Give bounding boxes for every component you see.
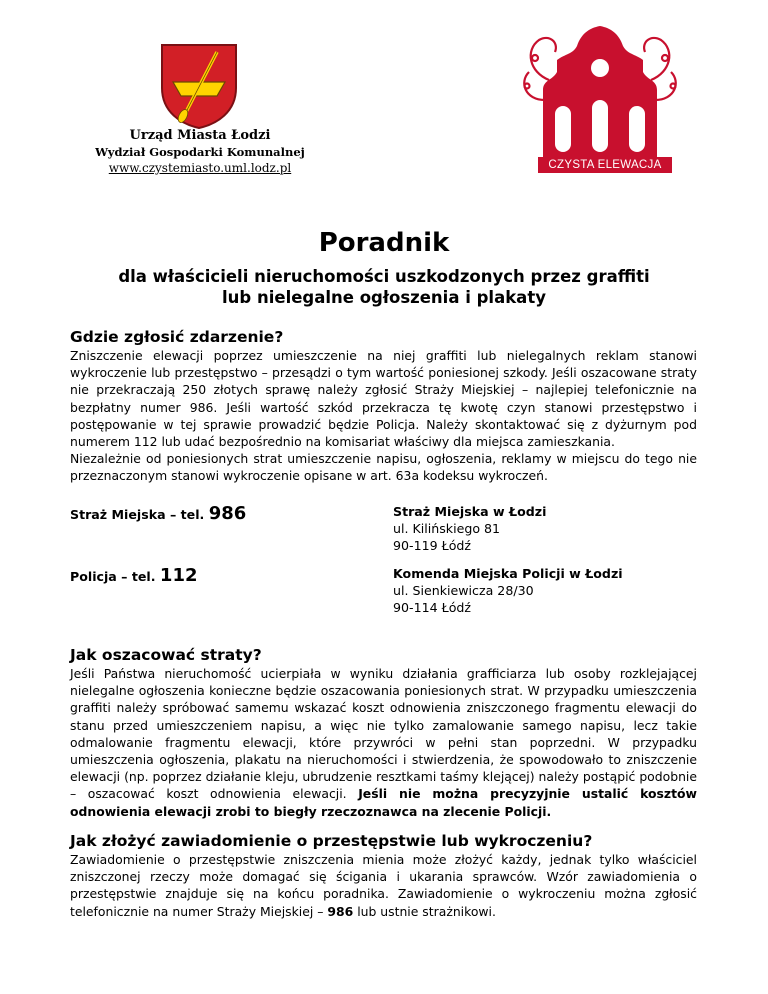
paragraph: Zniszczenie elewacji poprzez umieszczenie na niej graffiti lub nielegalnych reklam stanowi wykroczenie lub przestępstwo – przesądzi o tym wartość poniesionej szkody. Jeśli oszacowane straty nie przekraczają 250 złotych sprawę należy zgłosić Straży Miejskiej – najlepiej telefonicznie na bezpłatny numer 986. Jeśli wartość szkód przekracza tę kwotę czyn stanowi przestępstwo i postępowanie w tej sprawie prowadzić będzie Policja. Należy skontaktować się z dyżurnym pod numerem 112 lub udać bezpośrednio na komisariat właściwy dla miejsca zamieszkania. bbox=[70, 348, 697, 450]
paragraph: Niezależnie od poniesionych strat umieszczenie napisu, ogłoszenia, reklamy w miejscu do tego nie przeznaczonym stanowi wykroczenie opisane w art. 63a kodeksu wykroczeń. bbox=[70, 451, 697, 484]
subtitle-line-1: dla właścicieli nieruchomości uszkodzonych przez graffiti bbox=[118, 267, 650, 286]
office-department: Wydział Gospodarki Komunalnej bbox=[95, 145, 305, 159]
subtitle-line-2: lub nielegalne ogłoszenia i plakaty bbox=[222, 288, 546, 307]
paragraph-text: Zawiadomienie o przestępstwie zniszczenia mienia może złożyć każdy, jednak tylko właściciel zniszczonej rzeczy może domagać się ścigania i ukarania sprawców. Wzór zawiadomienia o przestępstwie znajduje się na końcu poradnika. Zawiadomienie o wykroczeniu można zgłosić telefonicznie na numer Straży Miejskiej – bbox=[70, 852, 697, 919]
contact-city-guard-phone bbox=[70, 503, 246, 524]
contact-street: ul. Kilińskiego 81 bbox=[393, 521, 501, 536]
contact-street: ul. Sienkiewicza 28/30 bbox=[393, 583, 534, 598]
contact-police-phone bbox=[70, 565, 198, 586]
paragraph bbox=[70, 665, 697, 820]
phone-number: 986 bbox=[327, 903, 354, 919]
section-heading-estimate: Jak oszacować straty? bbox=[70, 646, 262, 664]
contact-name: Komenda Miejska Policji w Łodzi bbox=[393, 566, 623, 581]
paragraph-text: lub ustnie strażnikowi. bbox=[353, 903, 496, 919]
section-notification-text bbox=[70, 851, 697, 920]
phone-number: 986 bbox=[208, 503, 247, 524]
office-url-link[interactable]: www.czystemiasto.uml.lodz.pl bbox=[108, 161, 292, 175]
office-name: Urząd Miasta Łodzi bbox=[129, 128, 271, 143]
paragraph-bold-text: Jeśli nie można precyzyjnie ustalić kosztów odnowienia elewacji zrobi to biegły rzeczoznawca na zlecenie Policji. bbox=[70, 786, 698, 819]
paragraph bbox=[70, 851, 697, 920]
page-subtitle bbox=[80, 266, 688, 308]
contact-label: Policja – tel. bbox=[70, 569, 156, 584]
section-heading-report: Gdzie zgłosić zdarzenie? bbox=[70, 328, 284, 346]
lodz-coat-of-arms-icon bbox=[159, 42, 239, 130]
contact-name: Straż Miejska w Łodzi bbox=[393, 504, 547, 519]
page-title: Poradnik bbox=[318, 228, 450, 258]
logo-caption: CZYSTA ELEWACJA bbox=[538, 157, 672, 173]
contact-city: 90-114 Łódź bbox=[393, 600, 471, 615]
paragraph-text: Jeśli Państwa nieruchomość ucierpiała w wyniku działania grafficiarza lub osoby rozklejającej nielegalne ogłoszenia konieczne będzie oszacowania poniesionych strat. W przypadku umieszczenia graffiti należy spróbować samemu wskazać koszt odnowienia zniszczonego fragmentu elewacji do stanu przed umieszczeniem napisu, a więc nie tylko zamalowanie samego napisu, lecz takie odmalowanie fragmentu elewacji, które przywróci w pełni stan poprzedni. W przypadku umieszczenia ogłoszenia, plakatu na nieruchomości i stwierdzenia, że spowodowało to zniszczenie elewacji (np. poprzez działanie kleju, ubrudzenie resztkami taśmy klejącej) należy postąpić podobnie – oszacować koszt odnowienia elewacji. bbox=[70, 666, 697, 802]
contact-city-guard-address bbox=[393, 503, 546, 554]
section-report-text bbox=[70, 347, 697, 485]
contact-label: Straż Miejska – tel. bbox=[70, 507, 205, 522]
office-info bbox=[80, 128, 320, 176]
section-estimate-text bbox=[70, 665, 697, 820]
contact-police-address bbox=[393, 565, 623, 616]
section-heading-notification: Jak złożyć zawiadomienie o przestępstwie lub wykroczeniu? bbox=[70, 832, 593, 850]
czysta-elewacja-logo-icon bbox=[515, 20, 685, 176]
phone-number: 112 bbox=[159, 565, 198, 586]
contact-city: 90-119 Łódź bbox=[393, 538, 471, 553]
